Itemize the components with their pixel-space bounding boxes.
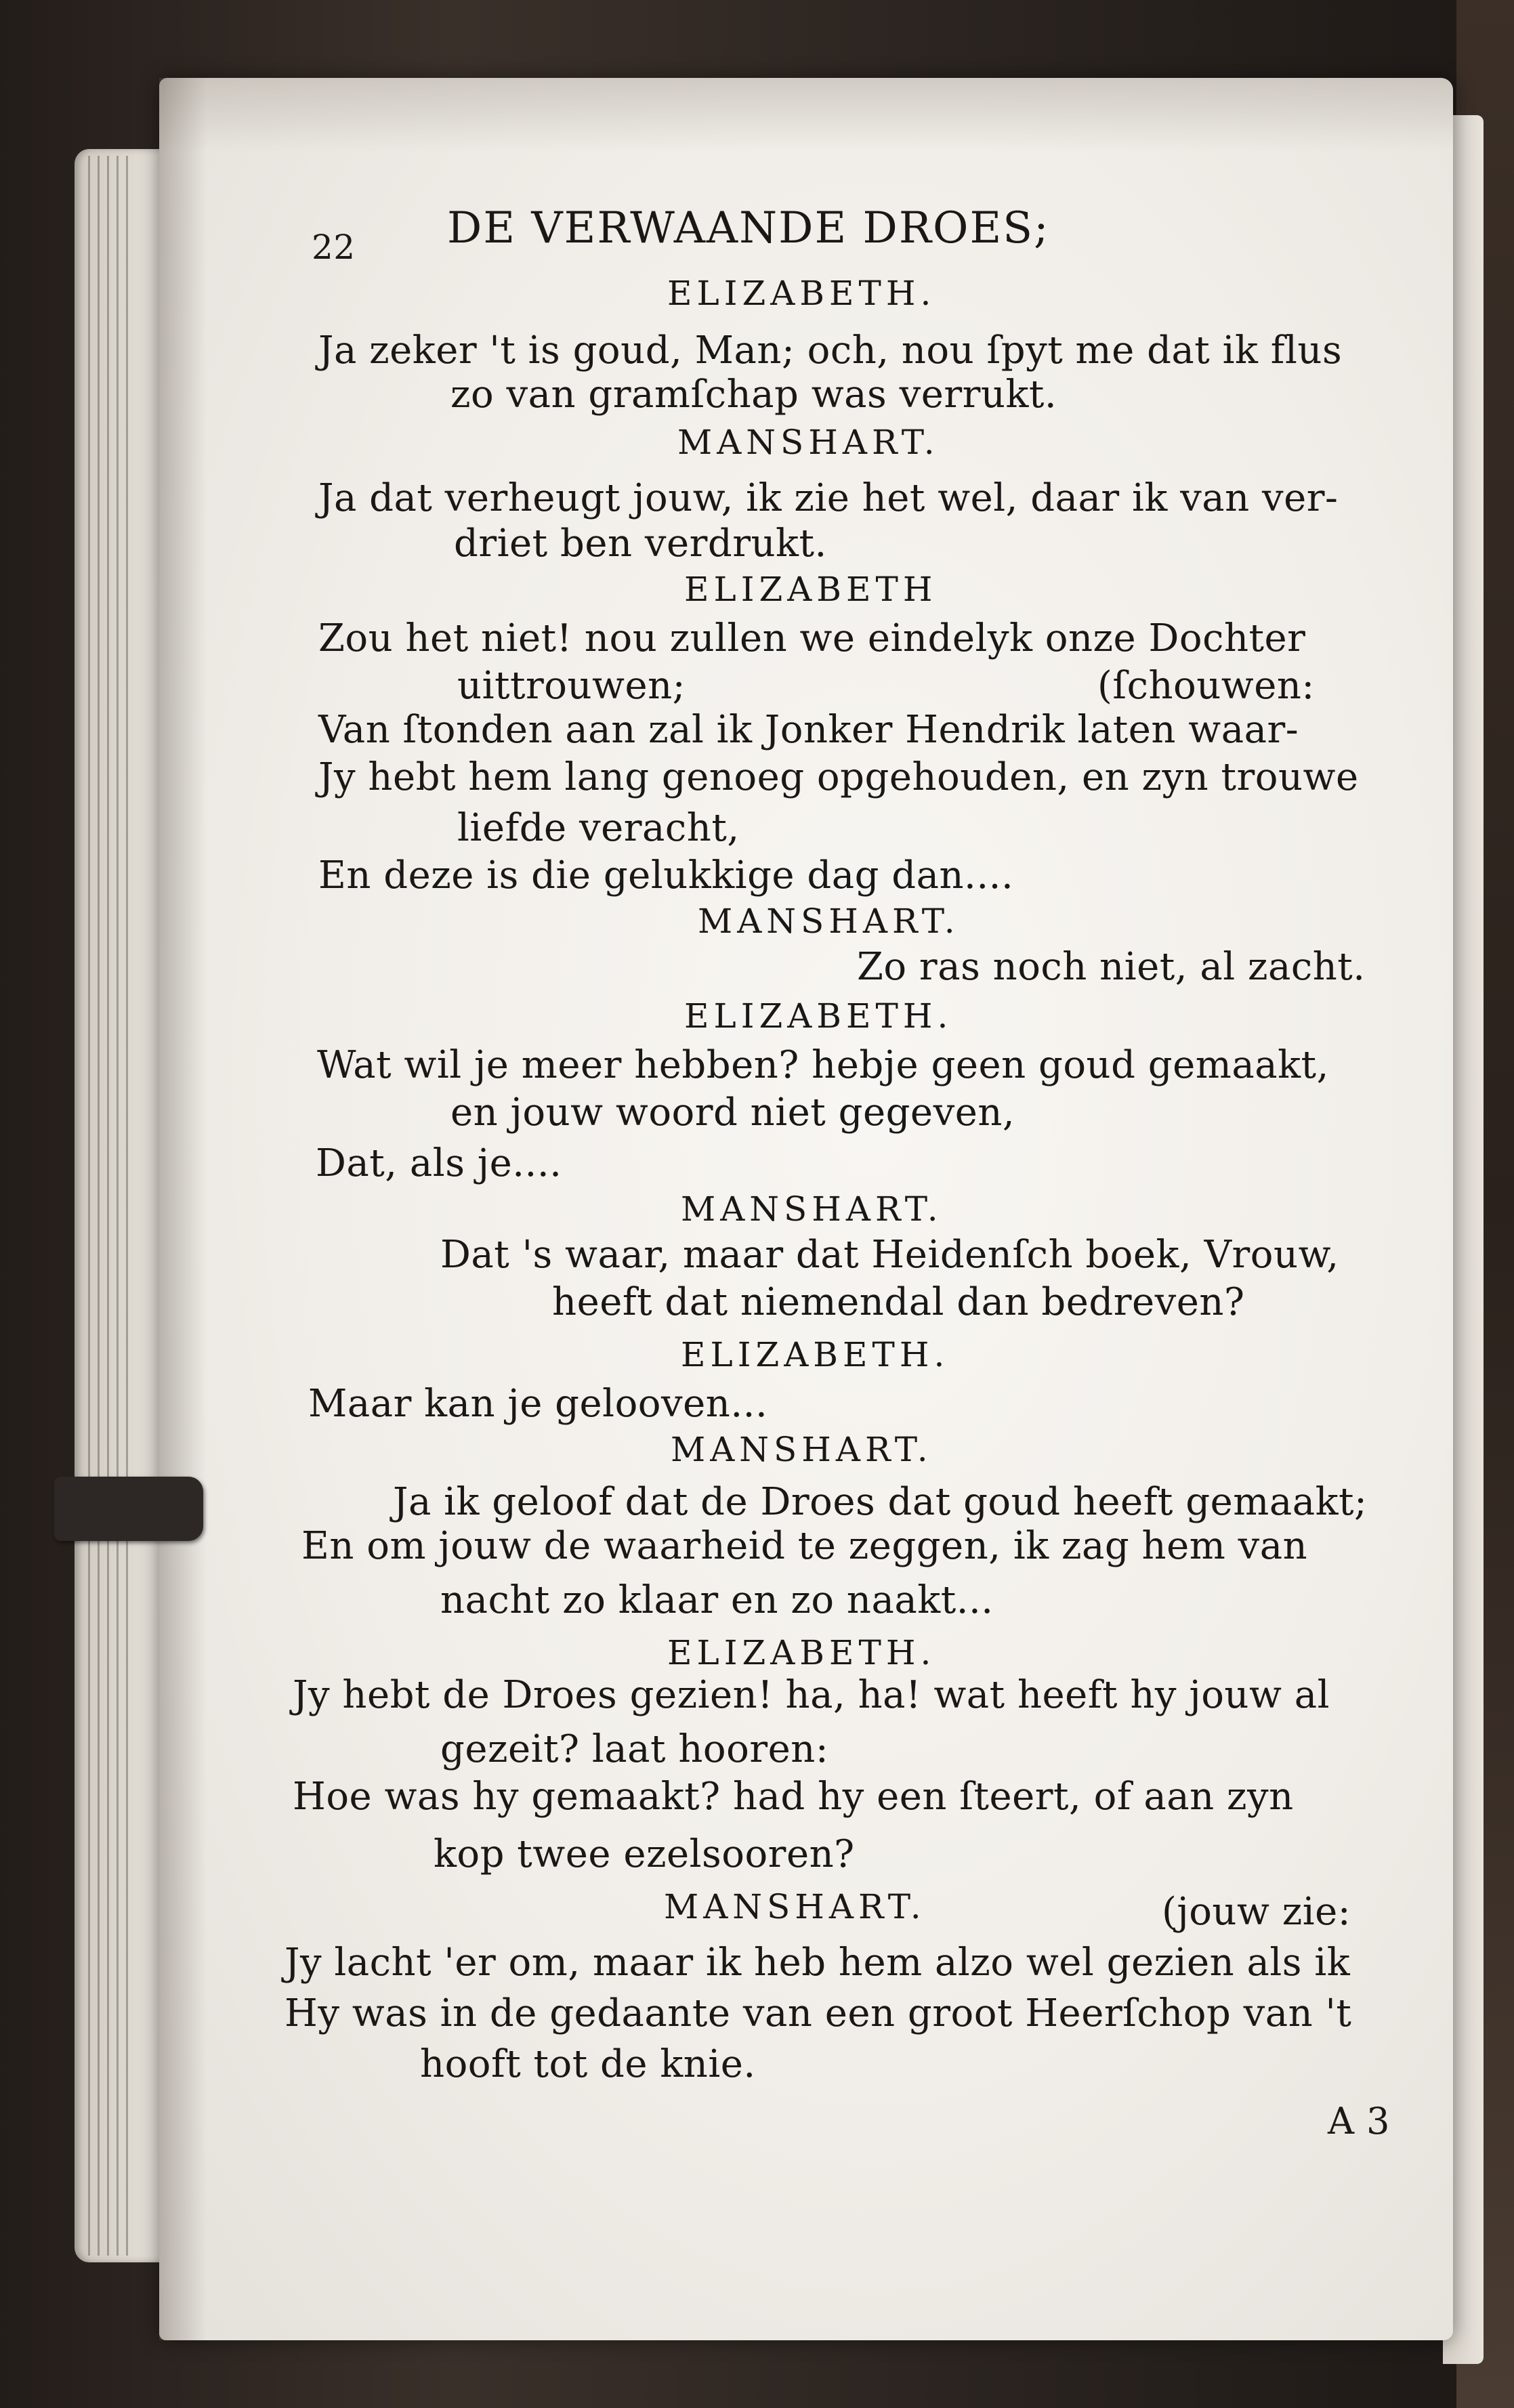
verse-line: Hy was in de gedaante van een groot Heerſchop van 't: [285, 1991, 1352, 2035]
signature-mark: A 3: [1328, 2100, 1391, 2142]
speaker-name: ELIZABETH.: [681, 1335, 950, 1374]
verse-line: Jy hebt de Droes gezien! ha, ha! wat heeft hy jouw al: [293, 1673, 1330, 1717]
verse-line: Zou het niet! nou zullen we eindelyk onze Dochter: [318, 616, 1306, 660]
verse-line: Dat, als je....: [316, 1141, 562, 1185]
page-edges: [88, 156, 129, 2256]
speaker-name: MANSHART.: [681, 1189, 943, 1229]
speaker-name: ELIZABETH: [684, 570, 938, 609]
speaker-name: ELIZABETH.: [667, 274, 936, 313]
verse-line: Ja ik geloof dat de Droes dat goud heeft gemaakt;: [393, 1480, 1368, 1524]
verse-line: Maar kan je gelooven...: [308, 1382, 768, 1426]
speaker-name: ELIZABETH.: [667, 1633, 936, 1672]
verse-line: En om jouw de waarheid te zeggen, ik zag hem van: [301, 1524, 1308, 1568]
page-number: 22: [312, 228, 356, 267]
verse-line: (ſchouwen:: [1097, 664, 1315, 708]
verse-line: nacht zo klaar en zo naakt...: [440, 1578, 994, 1622]
verse-line: Ja dat verheugt jouw, ik zie het wel, daar ik van ver-: [318, 476, 1339, 520]
verse-line: uittrouwen;: [457, 664, 686, 708]
verse-line: en jouw woord niet gegeven,: [450, 1091, 1015, 1135]
verse-line: zo van gramſchap was verrukt.: [450, 373, 1057, 417]
verse-line: Ja zeker 't is goud, Man; och, nou ſpyt me dat ik flus: [318, 329, 1343, 373]
speaker-name: ELIZABETH.: [684, 996, 953, 1036]
verse-line: hooft tot de knie.: [420, 2042, 756, 2086]
verse-line: kop twee ezelsooren?: [434, 1832, 855, 1876]
speaker-name: MANSHART.: [664, 1887, 926, 1926]
verse-line: gezeit? laat hooren:: [440, 1727, 829, 1771]
verse-line: Dat 's waar, maar dat Heidenſch boek, Vrouw,: [440, 1233, 1339, 1277]
verse-line: Zo ras noch niet, al zacht.: [857, 945, 1366, 989]
running-title: DE VERWAANDE DROES;: [447, 203, 1050, 253]
verse-line: heeft dat niemendal dan bedreven?: [552, 1280, 1245, 1324]
verse-line: En deze is die gelukkige dag dan....: [318, 853, 1014, 897]
verse-line: (jouw zie:: [1162, 1890, 1351, 1934]
verse-line: Jy hebt hem lang genoeg opgehouden, en zyn trouwe: [318, 755, 1359, 799]
verse-line: Hoe was hy gemaakt? had hy een ſteert, of aan zyn: [293, 1775, 1294, 1819]
page-top-fold: [159, 78, 1453, 152]
speaker-name: MANSHART.: [698, 902, 960, 941]
speaker-name: MANSHART.: [671, 1430, 933, 1469]
verse-line: Jy lacht 'er om, maar ik heb hem alzo wel gezien als ik: [285, 1941, 1351, 1985]
verse-line: liefde veracht,: [457, 806, 740, 850]
verse-line: driet ben verdrukt.: [454, 522, 827, 566]
gutter-shadow: [159, 78, 207, 2340]
binding-tab: [54, 1477, 203, 1541]
speaker-name: MANSHART.: [677, 423, 940, 462]
verse-line: Van ſtonden aan zal ik Jonker Hendrik laten waar-: [318, 708, 1299, 752]
verse-line: Wat wil je meer hebben? hebje geen goud gemaakt,: [317, 1043, 1329, 1087]
